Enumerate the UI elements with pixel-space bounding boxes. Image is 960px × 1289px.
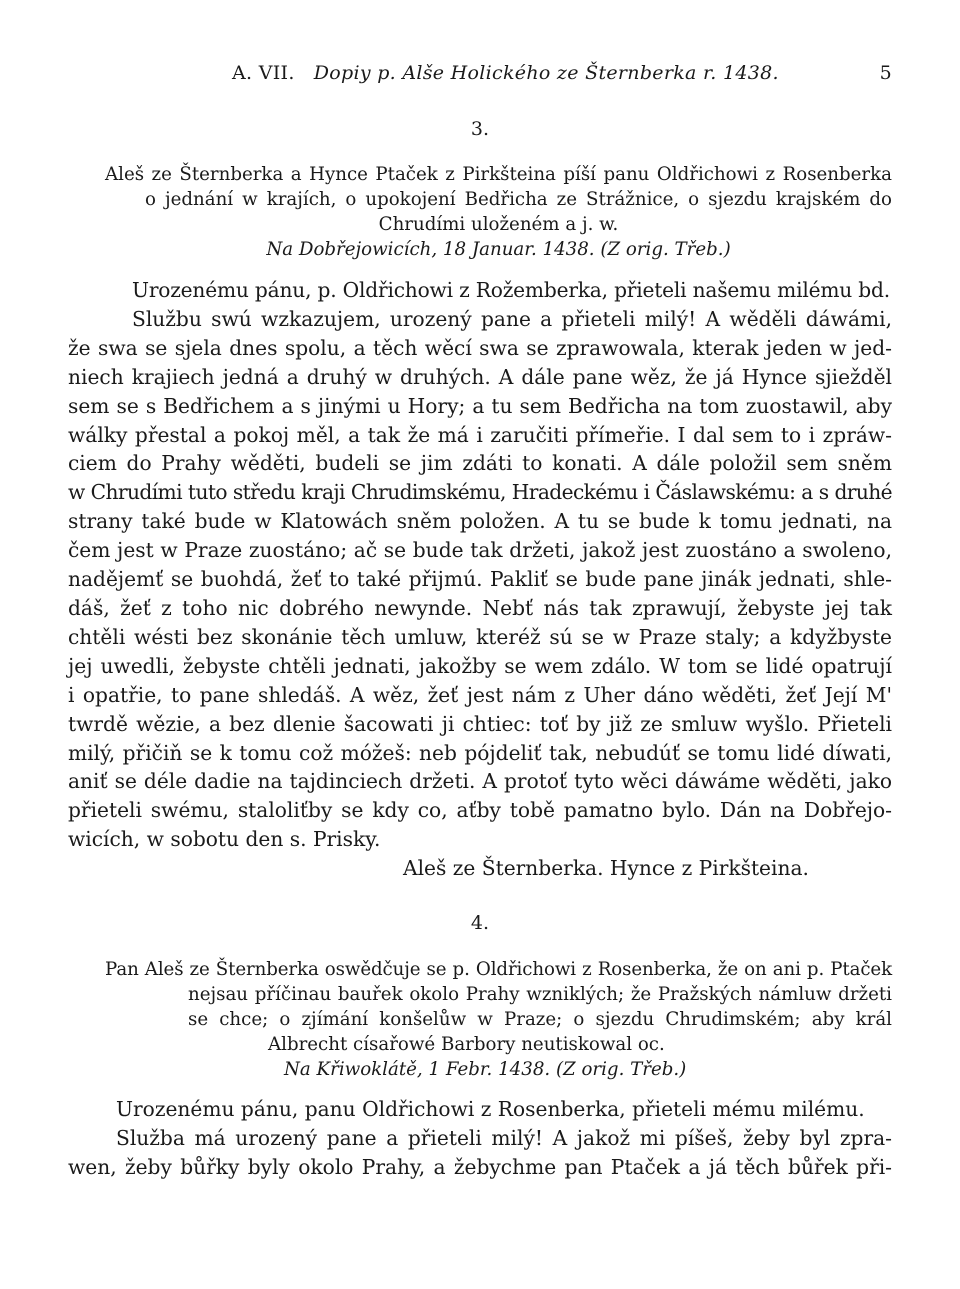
body-line: jej uwedli, žebyste chtěli jednati, jakožby se wem zdálo. W tom se lidé opatrují <box>68 653 892 678</box>
body-line: wen, žeby bůřky byly okolo Prahy, a žebychme pan Ptaček a já těch bůřek při- <box>68 1154 892 1179</box>
body-line: niech krajiech jedná a druhý w druhých. A dále pane wěz, že já Hynce sjiežděl <box>68 364 892 389</box>
dateline-4: Na Křiwoklátě, 1 Febr. 1438. (Z orig. Třeb.) <box>284 1059 687 1080</box>
body-line: milý, přičiň se k tomu což móžeš: neb pójdeliť tak, nebudúť se tomu lidé díwati, <box>68 740 892 765</box>
letter-body-3 <box>68 276 892 883</box>
regest-line: se chce; o zjímání konšelůw w Praze; o sjezdu Chrudimském; aby král <box>188 1009 892 1030</box>
letter-address: Urozenému pánu, p. Oldřichowi z Rožemberka, přieteli našemu milému bd. <box>132 278 890 302</box>
body-line: chtěli wésti bez skonánie těch umluw, kteréž sú se w Praze staly; a kdyžbyste <box>68 624 892 649</box>
regest-4 <box>105 957 892 1082</box>
letter-address: Urozenému pánu, panu Oldřichowi z Rosenberka, přieteli mému milému. <box>116 1097 865 1121</box>
body-line: že swa se sjela dnes spolu, a těch wěcí swa se zprawowala, kterak jeden w jed- <box>68 335 892 360</box>
body-line: ciem do Prahy wěděti, budeli se jim zdáti to konati. A dále položil sem sněm <box>68 451 892 476</box>
dateline-3: Na Dobřejowicích, 18 Januar. 1438. (Z orig. Třeb.) <box>266 239 731 260</box>
regest-line: Albrecht císařowé Barbory neutiskowal oc. <box>268 1034 665 1055</box>
body-line: aniť se déle dadie na tajdinciech držeti. A protoť tyto wěci dáwáme wěděti, jako <box>68 769 892 794</box>
letter-signature: Aleš ze Šternberka. Hynce z Pirkšteina. <box>403 856 809 881</box>
body-line: Službu swú wzkazujem, urozený pane a přieteli milý! A wěděli dáwámi, <box>132 306 892 331</box>
running-head <box>232 62 892 84</box>
regest-line: o jednání w krajích, o upokojení Bedřicha ze Strážnice, o sjezdu krajském do <box>145 189 892 210</box>
body-line: wálky přestal a pokoj měl, a tak že má i zaručiti přímeřie. I dal sem to i zpráw- <box>68 422 892 447</box>
body-line: přieteli swému, staloliťby se kdy co, aťby tobě pamatno bylo. Dán na Dobřejo- <box>68 798 892 823</box>
regest-line: Pan Aleš ze Šternberka oswědčuje se p. Oldřichowi z Rosenberka, že on ani p. Ptaček <box>105 959 892 980</box>
document-number-3: 3. <box>470 118 490 140</box>
body-line: sem se s Bedřichem a s jinými u Hory; a tu sem Bedřicha na tom zuostawil, aby <box>68 393 892 418</box>
body-line: nadějemť se buohdá, žeť to také přijmú. Pakliť se bude pane jinák jednati, shle- <box>68 567 892 592</box>
body-line: strany také bude w Klatowách sněm položen. A tu se bude k tomu jednati, na <box>68 509 892 534</box>
document-number-4: 4. <box>470 912 490 934</box>
letter-body-4 <box>68 1095 892 1182</box>
running-head-title: Dopiy p. Alše Holického ze Šternberka r. 1438. <box>313 62 779 84</box>
body-line: wicích, w sobotu den s. Prisky. <box>68 827 381 852</box>
regest-line: nejsau příčinau bauřek okolo Prahy wzniklých; že Pražských námluw držeti <box>188 984 892 1005</box>
regest-3 <box>105 162 892 262</box>
regest-line: Chrudími uloženém a j. w. <box>378 214 619 235</box>
page-number: 5 <box>879 62 892 84</box>
body-line: dáš, žeť z toho nic dobrého newynde. Nebť nás tak zprawují, žebyste jej tak <box>68 595 892 620</box>
body-line: twrdě wězie, a bez dlenie šacowati ji chtiec: toť by již ze smluw wyšlo. Přieteli <box>68 711 892 736</box>
body-line: čem jest w Praze zuostáno; ač se bude tak držeti, jakož jest zuostáno a swoleno, <box>68 538 892 563</box>
running-head-prefix: A. VII. <box>232 62 295 84</box>
body-line: Služba má urozený pane a přieteli milý! A jakož mi píšeš, žeby byl zpra- <box>116 1125 892 1150</box>
body-line: i opatřie, to pane shledáš. A wěz, žeť jest nám z Uher dáno wěděti, žeť Její M' <box>68 682 892 707</box>
regest-line: Aleš ze Šternberka a Hynce Ptaček z Pirkšteina píší panu Oldřichowi z Rosenberka <box>105 164 892 185</box>
body-line: w Chrudími tuto středu kraji Chrudimskému, Hradeckému i Čáslawskému: a s druhé <box>68 480 892 505</box>
